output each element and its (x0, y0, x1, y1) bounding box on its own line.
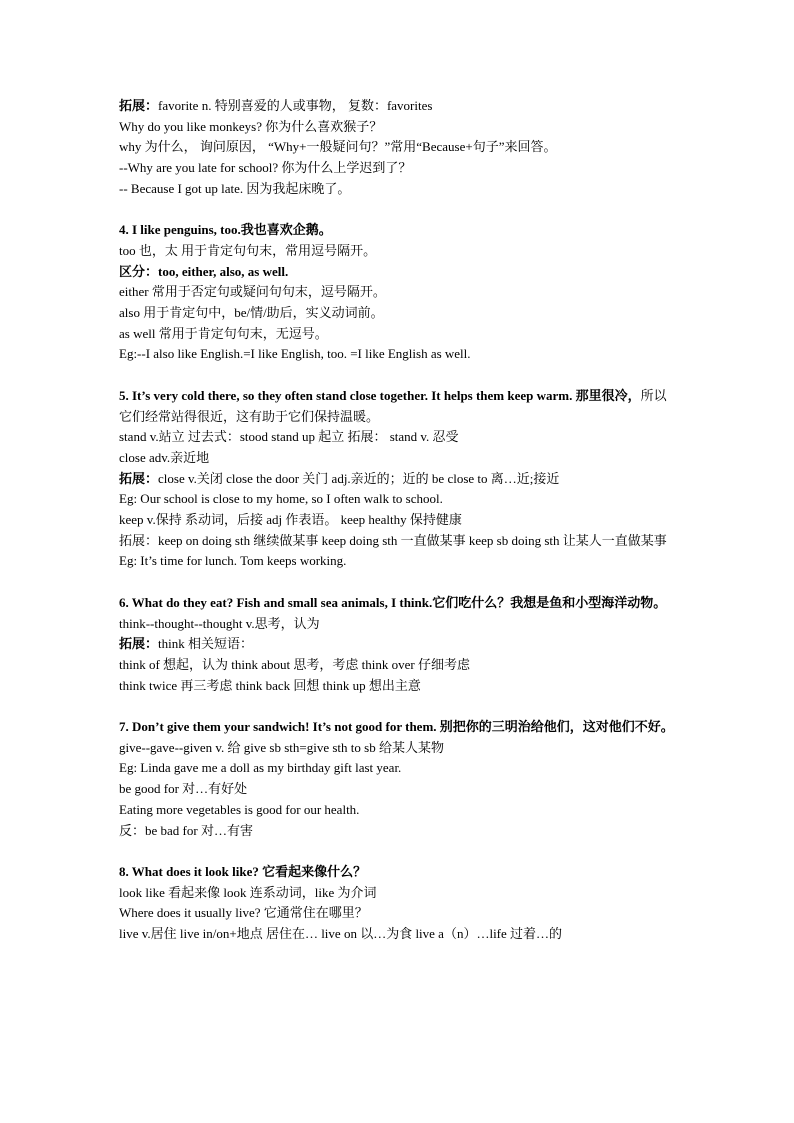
text-line (119, 614, 679, 635)
text-line (119, 634, 679, 655)
text: think--thought--thought v.思考，认为 (119, 615, 320, 631)
text: 所以它们经常站得很近，这有助于它们保持温暖。 (119, 387, 667, 424)
text-line (119, 489, 679, 510)
text: as well 常用于肯定句句末，无逗号。 (119, 325, 328, 341)
text: Where does it usually live? 它通常住在哪里？ (119, 905, 368, 921)
text-line (119, 117, 679, 138)
text-line (119, 282, 679, 303)
text-line (119, 262, 679, 283)
text-line (119, 303, 679, 324)
text: Why do you like monkeys? 你为什么喜欢猴子？ (119, 118, 383, 134)
text-line (119, 448, 679, 469)
text: either 常用于否定句或疑问句句末，逗号隔开。 (119, 284, 386, 300)
text-line (119, 386, 679, 427)
text-line (119, 96, 679, 117)
text: Eg: Our school is close to my home, so I often walk to school. (119, 491, 443, 507)
blank-line (119, 696, 679, 717)
text: look like 看起来像 look 连系动词，like 为介词 (119, 884, 377, 900)
text-line (119, 241, 679, 262)
text-line (119, 738, 679, 759)
text-line (119, 220, 679, 241)
bold-text: 拓展： (119, 98, 159, 113)
text-line (119, 800, 679, 821)
text-line (119, 324, 679, 345)
text-line (119, 179, 679, 200)
text-line (119, 469, 679, 490)
bold-text: 8. What does it look like? 它看起来像什么？ (119, 863, 367, 879)
bold-text: 6. What do they eat? Fish and small sea animals, I think.它们吃什么？我想是鱼和小型海洋动物。 (119, 594, 667, 610)
blank-line (119, 200, 679, 221)
text-line (119, 779, 679, 800)
text-line (119, 344, 679, 365)
bold-text: 5. It’s very cold there, so they often stand close together. It helps them keep warm. 那里很冷， (119, 387, 641, 403)
text: give--gave--given v. 给 give sb sth=give sth to sb 给某人某物 (119, 739, 444, 755)
text-line (119, 593, 679, 614)
text-line (119, 903, 679, 924)
text-line (119, 158, 679, 179)
text: -- Because I got up late. 因为我起床晚了。 (119, 180, 351, 196)
bold-text: 拓展： (119, 470, 159, 486)
blank-line (119, 841, 679, 862)
text: 拓展：keep on doing sth 继续做某事 keep doing sth 一直做某事 keep sb doing sth 让某人一直做某事 (119, 532, 667, 548)
text: Eg:--I also like English.=I like English, too. =I like English as well. (119, 346, 471, 362)
bold-text: 7. Don’t give them your sandwich! It’s not good for them. 别把你的三明治给他们，这对他们不好。 (119, 719, 674, 735)
text: close v.关闭 close the door 关门 adj.亲近的；近的 be close to 离…近;接近 (158, 470, 560, 486)
text-line (119, 758, 679, 779)
text-line (119, 717, 679, 738)
bold-text: 4. I like penguins, too.我也喜欢企鹅。 (119, 222, 332, 238)
bold-text: 区分：too, either, also, as well. (119, 263, 289, 279)
text: also 用于肯定句中，be/情/助后，实义动词前。 (119, 305, 384, 321)
text-line (119, 510, 679, 531)
text-line (119, 551, 679, 572)
text: live v.居住 live in/on+地点 居住在… live on 以…为食 live a（n）…life 过着…的 (119, 926, 563, 942)
bold-text: 拓展： (119, 636, 159, 652)
text: too 也，太 用于肯定句句末，常用逗号隔开。 (119, 242, 377, 258)
text: think 相关短语： (158, 636, 253, 652)
text: be good for 对…有好处 (119, 781, 248, 797)
text-line (119, 137, 679, 158)
text: keep v.保持 系动词，后接 adj 作表语。 keep healthy 保持健康 (119, 512, 462, 528)
text-line (119, 427, 679, 448)
text: close adv.亲近地 (119, 449, 210, 465)
text: think twice 再三考虑 think back 回想 think up 想出主意 (119, 677, 421, 693)
text: why 为什么， 询问原因， “Why+一般疑问句？”常用“Because+句子”来回答。 (119, 139, 557, 155)
text-line (119, 655, 679, 676)
document-page (119, 96, 679, 945)
text-line (119, 531, 679, 552)
blank-line (119, 572, 679, 593)
text: think of 想起，认为 think about 思考，考虑 think over 仔细考虑 (119, 656, 470, 672)
text: --Why are you late for school? 你为什么上学迟到了？ (119, 160, 412, 176)
text-line (119, 883, 679, 904)
text: favorite n. 特别喜爱的人或事物， 复数：favorites (158, 98, 433, 113)
text: Eating more vegetables is good for our health. (119, 801, 360, 817)
text-line (119, 821, 679, 842)
text: stand v.站立 过去式：stood stand up 起立 拓展： stand v. 忍受 (119, 429, 459, 445)
text-line (119, 924, 679, 945)
text-line (119, 676, 679, 697)
text-line (119, 862, 679, 883)
text: 反：be bad for 对…有害 (119, 822, 253, 838)
text: Eg: It’s time for lunch. Tom keeps working. (119, 553, 347, 569)
text: Eg: Linda gave me a doll as my birthday gift last year. (119, 760, 402, 776)
blank-line (119, 365, 679, 386)
